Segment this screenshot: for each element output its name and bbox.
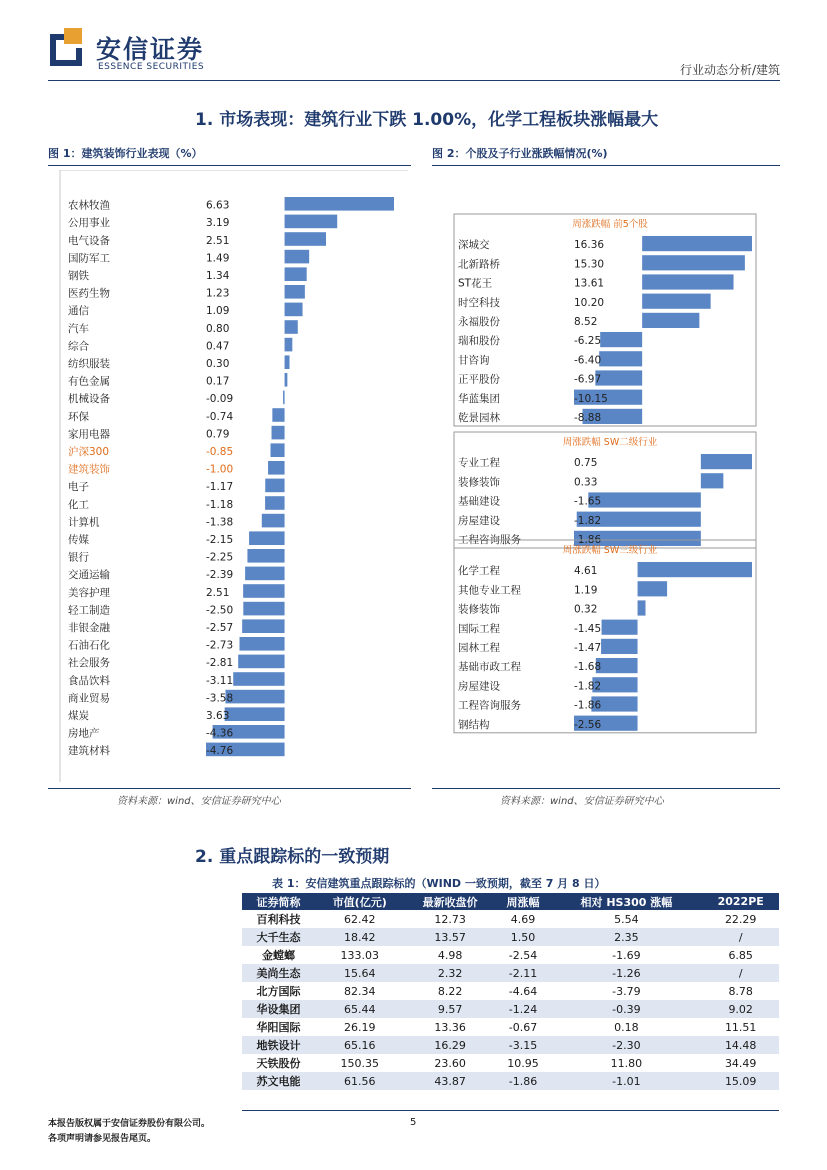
category-label: 钢铁: [68, 270, 89, 282]
figure1-source: 资料来源：wind、安信证券研究中心: [117, 796, 281, 807]
table-cell: 北方国际: [256, 985, 301, 998]
category-label: 医药生物: [68, 287, 110, 300]
bar: [638, 581, 668, 596]
value-label: 8.52: [574, 316, 598, 328]
bar: [262, 514, 285, 528]
table-cell: 0.18: [614, 1020, 639, 1034]
value-label: -2.25: [206, 551, 234, 564]
bar: [243, 602, 284, 616]
category-label: 化学工程: [458, 565, 500, 578]
category-label: 装修装饰: [458, 476, 500, 489]
table-cell: 11.51: [724, 1020, 757, 1034]
table-row: [242, 1072, 779, 1090]
category-label: 商业贸易: [68, 692, 110, 705]
category-label: 轻工制造: [68, 604, 110, 617]
value-label: -2.81: [206, 657, 234, 670]
panel-title: 周涨跌幅 前5个股: [572, 219, 648, 230]
footer-disclaimer: 各项声明请参见报告尾页。: [48, 1134, 157, 1144]
bar: [242, 619, 284, 633]
bar: [701, 454, 752, 469]
category-label: 煤炭: [68, 710, 89, 722]
value-label: 10.20: [574, 296, 605, 309]
category-label: 环保: [68, 410, 89, 423]
table-cell: 8.78: [728, 984, 753, 998]
table-cell: 14.48: [702, 1036, 779, 1054]
table-cell: -1.01: [550, 1072, 702, 1090]
category-label: 工程咨询服务: [458, 534, 521, 546]
bar: [642, 313, 699, 328]
table-bottom-rule: [242, 1110, 779, 1111]
value-label: -1.47: [574, 642, 602, 654]
table-cell: 43.87: [405, 1072, 496, 1090]
table-cell: 华阳国际: [256, 1021, 301, 1034]
bar: [642, 255, 745, 270]
category-label: 其他专业工程: [458, 584, 521, 597]
table-cell: 61.56: [315, 1072, 405, 1090]
table-cell: 15.09: [702, 1072, 779, 1090]
table-cell: 4.98: [437, 948, 463, 962]
value-label: 1.09: [206, 305, 230, 318]
table-row: [242, 964, 779, 982]
category-label: 园林工程: [458, 642, 500, 654]
value-label: -0.74: [206, 410, 234, 423]
table-cell: 大千生态: [242, 928, 315, 946]
table-cell: 1.50: [496, 928, 551, 946]
bar: [596, 658, 638, 673]
category-label: 房地产: [68, 727, 100, 740]
table-cell: 18.42: [315, 928, 405, 946]
table-cell: 金螳螂: [261, 949, 295, 962]
category-label: 机械设备: [68, 393, 110, 406]
table-cell: 34.49: [724, 1056, 757, 1070]
value-label: -1.86: [574, 534, 602, 546]
figure2-bottom-rule: [432, 788, 780, 789]
bar: [588, 492, 701, 507]
value-label: -3.58: [206, 692, 234, 705]
category-label: 房屋建设: [458, 680, 500, 693]
value-label: -1.38: [206, 516, 234, 529]
table-cell: -3.15: [496, 1036, 551, 1054]
panel-title: 周涨跌幅 SW三级行业: [562, 545, 658, 556]
bar: [225, 690, 284, 704]
table-cell: 13.57: [405, 928, 496, 946]
category-label: 华蓝集团: [458, 392, 500, 405]
section2-title: 2. 重点跟踪标的一致预期: [195, 847, 390, 867]
table-cell: 9.57: [405, 1000, 496, 1018]
bar: [595, 370, 642, 385]
value-label: -2.57: [206, 622, 234, 634]
section1-title: 1. 市场表现：建筑行业下跌 1.00%，化学工程板块涨幅最大: [195, 110, 659, 130]
consensus-table: [242, 893, 779, 1090]
table-cell: -3.79: [612, 984, 641, 998]
table-cell: 26.19: [343, 1020, 376, 1034]
table-cell: -2.11: [496, 964, 551, 982]
bar: [285, 285, 305, 299]
bar: [642, 236, 752, 251]
figure2-source: 资料来源：wind、安信证券研究中心: [500, 796, 664, 807]
value-label: -1.82: [574, 514, 602, 527]
value-label: -2.73: [206, 639, 234, 652]
value-label: 16.36: [574, 239, 605, 252]
bar: [642, 274, 733, 289]
table1-title: 表 1：安信建筑重点跟踪标的（WIND 一致预期，截至 7 月 8 日）: [272, 877, 606, 890]
category-label: 装修装饰: [458, 603, 500, 616]
value-label: -10.15: [574, 392, 608, 405]
table-cell: 9.02: [702, 1000, 779, 1018]
bar: [285, 250, 310, 264]
footer-copyright: 本报告版权属于安信证券股份有限公司。: [48, 1119, 211, 1129]
bar: [271, 443, 285, 457]
value-label: -0.09: [206, 393, 234, 406]
table-cell: 65.44: [315, 1000, 405, 1018]
category-label: 交通运输: [68, 569, 110, 582]
table-header-cell: 证券简称: [242, 893, 315, 910]
table-cell: 16.29: [405, 1036, 496, 1054]
bar: [272, 426, 285, 440]
bar: [285, 373, 288, 387]
category-label: 美容护理: [68, 586, 110, 599]
category-label: 汽车: [68, 322, 89, 335]
table-cell: 百利科技: [256, 913, 301, 926]
figure1-top-rule: [48, 165, 411, 166]
figure1-bottom-rule: [48, 788, 411, 789]
category-label: 化工: [68, 498, 89, 511]
bar: [638, 562, 752, 577]
figure1-title: 图 1：建筑装饰行业表现（%）: [48, 147, 203, 160]
value-label: -2.56: [574, 718, 602, 731]
table-header-cell: 周涨幅: [496, 893, 551, 910]
value-label: -1.00: [206, 463, 234, 476]
table-cell: 82.34: [343, 984, 376, 998]
value-label: -4.36: [206, 727, 234, 740]
value-label: -1.82: [574, 680, 602, 693]
table-header-cell: 相对 HS300 涨幅: [550, 893, 702, 910]
value-label: 1.19: [574, 584, 598, 597]
table-row: [242, 1000, 779, 1018]
bar: [272, 408, 284, 422]
table-row: [242, 1054, 779, 1072]
category-label: 食品饮料: [68, 674, 110, 687]
bar: [243, 584, 284, 598]
value-label: -3.11: [206, 674, 234, 687]
value-label: 0.80: [206, 322, 230, 335]
bar: [285, 232, 326, 246]
table-cell: 150.35: [340, 1056, 379, 1070]
table-cell: 2.35: [550, 928, 702, 946]
value-label: 0.32: [574, 603, 598, 616]
table-cell: 地铁设计: [242, 1036, 315, 1054]
bar: [225, 707, 285, 721]
value-label: 2.51: [206, 586, 230, 599]
table-cell: 22.29: [724, 912, 757, 926]
category-label: 正平股份: [458, 373, 500, 386]
bar: [285, 320, 298, 334]
table-cell: -2.30: [550, 1036, 702, 1054]
category-label: 家用电器: [68, 428, 110, 441]
table-header-cell: 最新收盘价: [405, 893, 496, 910]
bar: [285, 355, 290, 369]
value-label: 0.33: [574, 476, 598, 489]
table-cell: -1.24: [496, 1000, 551, 1018]
figure1-chart: [48, 170, 411, 788]
category-label: 基础建设: [458, 495, 500, 508]
category-label: 传媒: [68, 534, 89, 546]
value-label: 13.61: [574, 277, 605, 290]
category-label: 瑞和股份: [458, 335, 500, 348]
table-cell: 苏文电能: [242, 1072, 315, 1090]
table-cell: 美尚生态: [242, 964, 315, 982]
value-label: -1.65: [574, 495, 602, 508]
bar: [601, 639, 637, 654]
table-cell: 6.85: [728, 948, 753, 962]
bar: [285, 215, 338, 229]
value-label: -0.85: [206, 446, 234, 458]
table-row: [242, 1036, 779, 1054]
category-label: ST花王: [458, 277, 493, 290]
value-label: 0.17: [206, 375, 230, 388]
logo-text-en: ESSENCE SECURITIES: [98, 62, 205, 72]
category-label: 北新路桥: [458, 258, 500, 271]
table-cell: -0.67: [508, 1020, 538, 1034]
category-label: 时空科技: [458, 296, 500, 309]
category-label: 国际工程: [458, 622, 500, 635]
category-label: 钢结构: [458, 718, 490, 731]
bar: [265, 479, 284, 493]
table-cell: -0.39: [550, 1000, 702, 1018]
value-label: -2.15: [206, 534, 234, 546]
value-label: 15.30: [574, 258, 605, 271]
table-row: [242, 1018, 779, 1036]
report-category: 行业动态分析/建筑: [679, 63, 780, 77]
category-label: 深城交: [458, 239, 490, 252]
header-divider: [48, 80, 780, 81]
bar: [599, 351, 642, 366]
table-cell: 62.42: [343, 912, 376, 926]
category-label: 专业工程: [458, 457, 500, 470]
category-label: 非银金融: [68, 622, 110, 634]
table-cell: 133.03: [340, 948, 379, 962]
table-row: [242, 910, 779, 928]
table-header-row: [242, 893, 779, 910]
category-label: 电气设备: [68, 234, 110, 247]
table-cell: 5.54: [614, 912, 639, 926]
value-label: 0.75: [574, 457, 598, 470]
table-cell: /: [702, 928, 779, 946]
value-label: -1.18: [206, 498, 234, 511]
table-cell: 天铁股份: [256, 1057, 301, 1070]
value-label: -6.97: [574, 373, 602, 386]
table-cell: 15.64: [315, 964, 405, 982]
value-label: 0.47: [206, 340, 230, 353]
category-label: 工程咨询服务: [458, 699, 521, 712]
bar: [283, 391, 284, 405]
table-cell: -1.26: [550, 964, 702, 982]
table-row: [242, 928, 779, 946]
category-label: 乾景园林: [458, 412, 500, 424]
category-label: 农林牧渔: [68, 199, 110, 212]
category-label: 沪深300: [68, 446, 110, 458]
bar: [638, 600, 646, 615]
table-cell: 23.60: [434, 1056, 466, 1070]
value-label: 3.63: [206, 710, 230, 722]
table-row: [242, 982, 779, 1000]
table-row: [242, 946, 779, 964]
value-label: -6.40: [574, 354, 602, 367]
value-label: -1.86: [574, 699, 602, 712]
table-cell: 华设集团: [242, 1000, 315, 1018]
panel-frame: [454, 432, 756, 548]
bar: [240, 637, 285, 651]
category-label: 综合: [68, 340, 89, 353]
category-label: 甘咨询: [458, 354, 490, 367]
value-label: -1.68: [574, 661, 602, 674]
figure2-chart: [432, 170, 780, 788]
logo-text-cn: 安信证券: [96, 35, 205, 64]
category-label: 电子: [68, 481, 89, 494]
value-label: -1.17: [206, 481, 234, 494]
value-label: 2.51: [206, 234, 230, 247]
value-label: -6.25: [574, 335, 602, 348]
bar: [642, 294, 710, 309]
table-cell: 13.36: [434, 1020, 466, 1034]
table-cell: 8.22: [437, 984, 463, 998]
category-label: 纺织服装: [68, 358, 110, 370]
category-label: 有色金属: [68, 375, 110, 388]
category-label: 基础市政工程: [458, 661, 521, 674]
table-cell: 12.73: [434, 912, 466, 926]
page-number: 5: [410, 1117, 417, 1128]
category-label: 国防军工: [68, 252, 110, 265]
category-label: 公用事业: [68, 217, 110, 230]
table-cell: -4.64: [508, 984, 538, 998]
category-label: 计算机: [68, 516, 100, 529]
value-label: 4.61: [574, 565, 598, 578]
category-label: 永福股份: [458, 316, 500, 328]
bar: [602, 620, 638, 635]
bar: [249, 531, 284, 545]
panel-title: 周涨跌幅 SW二级行业: [562, 437, 658, 448]
table-cell: 10.95: [507, 1056, 539, 1070]
category-label: 建筑材料: [68, 745, 110, 758]
value-label: -2.39: [206, 569, 234, 582]
value-label: -2.50: [206, 604, 234, 617]
value-label: -1.45: [574, 622, 602, 635]
bar: [245, 567, 284, 581]
value-label: 6.63: [206, 199, 230, 212]
category-label: 通信: [68, 305, 89, 318]
value-label: 0.30: [206, 358, 230, 370]
category-label: 建筑装饰: [68, 463, 110, 476]
value-label: 1.34: [206, 270, 230, 282]
category-label: 石油石化: [68, 639, 110, 652]
bar: [600, 332, 642, 347]
figure2-top-rule: [432, 165, 780, 166]
table-cell: 11.80: [610, 1056, 643, 1070]
value-label: -4.76: [206, 745, 234, 758]
category-label: 房屋建设: [458, 514, 500, 527]
category-label: 银行: [68, 551, 89, 564]
table-cell: 2.32: [405, 964, 496, 982]
bar: [238, 655, 284, 669]
bar: [285, 338, 293, 352]
bar: [268, 461, 285, 475]
bar: [701, 473, 724, 488]
logo-mark: [48, 28, 82, 66]
table-header-cell: 2022PE: [702, 893, 779, 910]
table-cell: -1.69: [612, 948, 641, 962]
bar: [247, 549, 284, 563]
value-label: -8.88: [574, 412, 602, 424]
table-cell: -2.54: [508, 948, 538, 962]
bar: [285, 267, 307, 281]
table-cell: /: [702, 964, 779, 982]
table-cell: -1.86: [496, 1072, 551, 1090]
table-cell: 65.16: [315, 1036, 405, 1054]
table-header-cell: 市值(亿元): [315, 893, 405, 910]
value-label: 0.79: [206, 428, 230, 441]
value-label: 1.49: [206, 252, 230, 265]
category-label: 社会服务: [68, 657, 110, 670]
bar: [233, 672, 284, 686]
bar: [265, 496, 284, 510]
table-cell: 4.69: [510, 912, 536, 926]
bar: [285, 303, 303, 317]
value-label: 1.23: [206, 287, 230, 300]
bar: [285, 197, 394, 211]
figure2-title: 图 2：个股及子行业涨跌幅情况(%): [432, 147, 608, 160]
value-label: 3.19: [206, 217, 230, 230]
